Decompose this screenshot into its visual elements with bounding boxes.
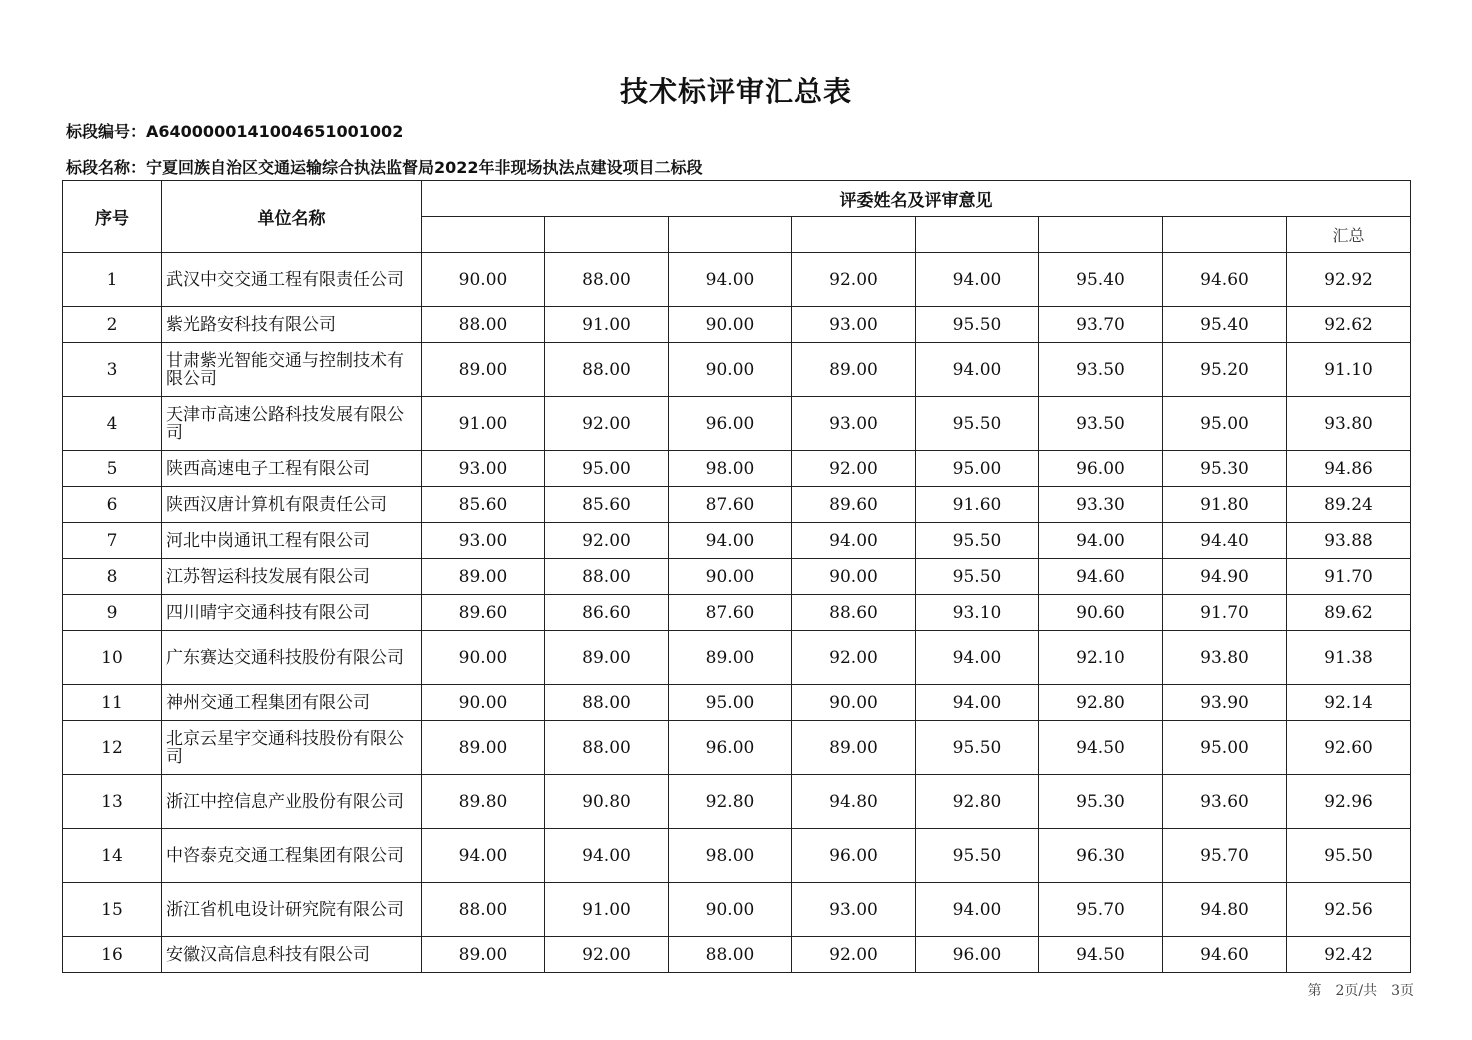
row-score-reviewer-6: 96.00 [1039,451,1163,487]
row-summary-score: 89.62 [1287,595,1411,631]
row-score-reviewer-7: 93.60 [1163,775,1287,829]
row-score-reviewer-2: 90.80 [545,775,669,829]
header-unit-name: 单位名称 [162,181,422,253]
row-summary-score: 92.96 [1287,775,1411,829]
row-score-reviewer-3: 90.00 [669,307,792,343]
row-score-reviewer-6: 95.30 [1039,775,1163,829]
row-summary-score: 93.80 [1287,397,1411,451]
row-score-reviewer-6: 92.10 [1039,631,1163,685]
row-score-reviewer-4: 93.00 [792,307,916,343]
row-score-reviewer-2: 92.00 [545,937,669,973]
row-score-reviewer-2: 91.00 [545,883,669,937]
row-score-reviewer-6: 94.60 [1039,559,1163,595]
row-score-reviewer-5: 94.00 [916,685,1039,721]
row-summary-score: 91.10 [1287,343,1411,397]
row-score-reviewer-7: 94.80 [1163,883,1287,937]
row-score-reviewer-3: 94.00 [669,523,792,559]
row-score-reviewer-4: 92.00 [792,451,916,487]
row-unit-name: 中咨泰克交通工程集团有限公司 [162,829,422,883]
row-score-reviewer-7: 95.20 [1163,343,1287,397]
row-score-reviewer-3: 90.00 [669,883,792,937]
row-seq: 16 [63,937,162,973]
row-score-reviewer-6: 93.50 [1039,343,1163,397]
row-score-reviewer-6: 93.70 [1039,307,1163,343]
table-row [63,937,1411,973]
row-score-reviewer-7: 95.70 [1163,829,1287,883]
row-score-reviewer-7: 91.70 [1163,595,1287,631]
row-unit-name: 甘肃紫光智能交通与控制技术有限公司 [162,343,422,397]
row-score-reviewer-1: 90.00 [422,685,545,721]
row-score-reviewer-3: 95.00 [669,685,792,721]
row-score-reviewer-1: 90.00 [422,253,545,307]
row-unit-name: 浙江省机电设计研究院有限公司 [162,883,422,937]
row-score-reviewer-6: 94.50 [1039,721,1163,775]
table-row [63,829,1411,883]
row-score-reviewer-4: 90.00 [792,685,916,721]
row-unit-name: 广东赛达交通科技股份有限公司 [162,631,422,685]
row-score-reviewer-1: 88.00 [422,883,545,937]
row-score-reviewer-2: 88.00 [545,685,669,721]
row-score-reviewer-6: 93.30 [1039,487,1163,523]
row-score-reviewer-3: 92.80 [669,775,792,829]
row-score-reviewer-3: 90.00 [669,343,792,397]
row-score-reviewer-1: 91.00 [422,397,545,451]
row-score-reviewer-2: 92.00 [545,397,669,451]
row-score-reviewer-5: 95.50 [916,829,1039,883]
table-row [63,721,1411,775]
row-score-reviewer-4: 93.00 [792,883,916,937]
row-summary-score: 91.70 [1287,559,1411,595]
table-row [63,685,1411,721]
row-unit-name: 安徽汉高信息科技有限公司 [162,937,422,973]
row-score-reviewer-7: 91.80 [1163,487,1287,523]
row-unit-name: 武汉中交交通工程有限责任公司 [162,253,422,307]
row-score-reviewer-2: 91.00 [545,307,669,343]
row-unit-name: 江苏智运科技发展有限公司 [162,559,422,595]
row-score-reviewer-4: 88.60 [792,595,916,631]
row-score-reviewer-4: 89.60 [792,487,916,523]
row-score-reviewer-1: 93.00 [422,451,545,487]
row-score-reviewer-1: 93.00 [422,523,545,559]
row-seq: 14 [63,829,162,883]
row-score-reviewer-4: 96.00 [792,829,916,883]
row-seq: 13 [63,775,162,829]
row-seq: 12 [63,721,162,775]
header-reviewer-1 [422,217,545,253]
row-unit-name: 天津市高速公路科技发展有限公司 [162,397,422,451]
header-seq: 序号 [63,181,162,253]
table-row [63,559,1411,595]
page-title: 技术标评审汇总表 [619,75,852,108]
section-number-line [66,119,403,142]
row-seq: 2 [63,307,162,343]
row-seq: 11 [63,685,162,721]
row-score-reviewer-2: 95.00 [545,451,669,487]
row-unit-name: 北京云星宇交通科技股份有限公司 [162,721,422,775]
row-score-reviewer-5: 92.80 [916,775,1039,829]
row-score-reviewer-1: 88.00 [422,307,545,343]
section-name-line [66,155,703,178]
row-score-reviewer-5: 94.00 [916,253,1039,307]
row-score-reviewer-1: 94.00 [422,829,545,883]
row-unit-name: 四川晴宇交通科技有限公司 [162,595,422,631]
section-number-value: A6400000141004651001002 [146,122,404,141]
table-row [63,397,1411,451]
row-score-reviewer-1: 89.00 [422,343,545,397]
row-score-reviewer-7: 95.00 [1163,397,1287,451]
row-score-reviewer-6: 92.80 [1039,685,1163,721]
table-row [63,595,1411,631]
row-score-reviewer-2: 88.00 [545,721,669,775]
row-score-reviewer-3: 98.00 [669,451,792,487]
row-score-reviewer-5: 93.10 [916,595,1039,631]
row-seq: 3 [63,343,162,397]
row-summary-score: 92.62 [1287,307,1411,343]
row-unit-name: 陕西汉唐计算机有限责任公司 [162,487,422,523]
row-score-reviewer-7: 94.60 [1163,937,1287,973]
row-score-reviewer-7: 94.60 [1163,253,1287,307]
row-score-reviewer-5: 96.00 [916,937,1039,973]
row-seq: 1 [63,253,162,307]
row-summary-score: 92.14 [1287,685,1411,721]
row-score-reviewer-7: 95.00 [1163,721,1287,775]
row-score-reviewer-3: 98.00 [669,829,792,883]
row-score-reviewer-1: 89.00 [422,937,545,973]
row-unit-name: 浙江中控信息产业股份有限公司 [162,775,422,829]
row-seq: 6 [63,487,162,523]
page-number: 第 2页/共 3页 [1307,983,1414,999]
row-score-reviewer-4: 92.00 [792,631,916,685]
row-seq: 8 [63,559,162,595]
row-score-reviewer-7: 93.80 [1163,631,1287,685]
row-score-reviewer-3: 87.60 [669,487,792,523]
row-score-reviewer-3: 89.00 [669,631,792,685]
row-score-reviewer-5: 94.00 [916,883,1039,937]
header-reviewers: 评委姓名及评审意见 [422,181,1411,217]
row-score-reviewer-7: 95.30 [1163,451,1287,487]
table-row [63,307,1411,343]
row-summary-score: 91.38 [1287,631,1411,685]
row-unit-name: 紫光路安科技有限公司 [162,307,422,343]
header-reviewer-5 [916,217,1039,253]
row-score-reviewer-5: 95.50 [916,523,1039,559]
row-unit-name: 神州交通工程集团有限公司 [162,685,422,721]
row-seq: 9 [63,595,162,631]
row-score-reviewer-2: 92.00 [545,523,669,559]
table-row [63,775,1411,829]
row-score-reviewer-6: 94.00 [1039,523,1163,559]
row-score-reviewer-6: 95.70 [1039,883,1163,937]
row-score-reviewer-7: 95.40 [1163,307,1287,343]
row-score-reviewer-2: 86.60 [545,595,669,631]
row-summary-score: 89.24 [1287,487,1411,523]
table-row [63,523,1411,559]
row-score-reviewer-4: 92.00 [792,253,916,307]
row-score-reviewer-1: 89.80 [422,775,545,829]
row-score-reviewer-3: 94.00 [669,253,792,307]
row-score-reviewer-1: 90.00 [422,631,545,685]
row-summary-score: 93.88 [1287,523,1411,559]
row-summary-score: 92.92 [1287,253,1411,307]
row-score-reviewer-2: 88.00 [545,559,669,595]
row-score-reviewer-5: 91.60 [916,487,1039,523]
row-summary-score: 92.60 [1287,721,1411,775]
row-score-reviewer-5: 95.50 [916,397,1039,451]
row-score-reviewer-2: 88.00 [545,253,669,307]
row-score-reviewer-7: 94.90 [1163,559,1287,595]
row-score-reviewer-6: 96.30 [1039,829,1163,883]
row-score-reviewer-6: 94.50 [1039,937,1163,973]
header-reviewer-2 [545,217,669,253]
row-score-reviewer-1: 89.00 [422,559,545,595]
row-score-reviewer-1: 89.60 [422,595,545,631]
row-score-reviewer-4: 89.00 [792,343,916,397]
row-seq: 10 [63,631,162,685]
row-seq: 4 [63,397,162,451]
row-score-reviewer-5: 95.50 [916,307,1039,343]
header-reviewer-4 [792,217,916,253]
row-score-reviewer-3: 96.00 [669,721,792,775]
header-reviewer-3 [669,217,792,253]
table-row [63,451,1411,487]
section-name-label: 标段名称： [66,158,147,177]
section-number-label: 标段编号： [66,122,147,141]
table-row [63,883,1411,937]
row-score-reviewer-6: 93.50 [1039,397,1163,451]
row-score-reviewer-4: 90.00 [792,559,916,595]
row-score-reviewer-3: 88.00 [669,937,792,973]
row-seq: 15 [63,883,162,937]
row-score-reviewer-7: 94.40 [1163,523,1287,559]
row-summary-score: 92.56 [1287,883,1411,937]
row-score-reviewer-2: 89.00 [545,631,669,685]
row-score-reviewer-4: 89.00 [792,721,916,775]
row-score-reviewer-2: 94.00 [545,829,669,883]
row-score-reviewer-3: 87.60 [669,595,792,631]
table-row [63,631,1411,685]
row-score-reviewer-1: 89.00 [422,721,545,775]
row-score-reviewer-2: 88.00 [545,343,669,397]
row-score-reviewer-4: 93.00 [792,397,916,451]
row-score-reviewer-5: 95.50 [916,721,1039,775]
header-reviewer-7 [1163,217,1287,253]
table-row [63,343,1411,397]
row-unit-name: 河北中岗通讯工程有限公司 [162,523,422,559]
row-score-reviewer-7: 93.90 [1163,685,1287,721]
row-score-reviewer-3: 96.00 [669,397,792,451]
row-score-reviewer-5: 95.50 [916,559,1039,595]
row-score-reviewer-3: 90.00 [669,559,792,595]
row-summary-score: 92.42 [1287,937,1411,973]
row-score-reviewer-4: 92.00 [792,937,916,973]
header-reviewer-6 [1039,217,1163,253]
row-score-reviewer-4: 94.00 [792,523,916,559]
row-score-reviewer-6: 95.40 [1039,253,1163,307]
score-summary-table [62,180,1411,973]
row-score-reviewer-4: 94.80 [792,775,916,829]
header-summary: 汇总 [1287,217,1411,253]
table-row [63,253,1411,307]
row-score-reviewer-5: 95.00 [916,451,1039,487]
row-summary-score: 94.86 [1287,451,1411,487]
row-score-reviewer-6: 90.60 [1039,595,1163,631]
row-seq: 7 [63,523,162,559]
row-score-reviewer-1: 85.60 [422,487,545,523]
table-row [63,487,1411,523]
row-unit-name: 陕西高速电子工程有限公司 [162,451,422,487]
row-seq: 5 [63,451,162,487]
row-score-reviewer-2: 85.60 [545,487,669,523]
section-name-value: 宁夏回族自治区交通运输综合执法监督局2022年非现场执法点建设项目二标段 [146,158,703,177]
row-score-reviewer-5: 94.00 [916,343,1039,397]
row-score-reviewer-5: 94.00 [916,631,1039,685]
row-summary-score: 95.50 [1287,829,1411,883]
